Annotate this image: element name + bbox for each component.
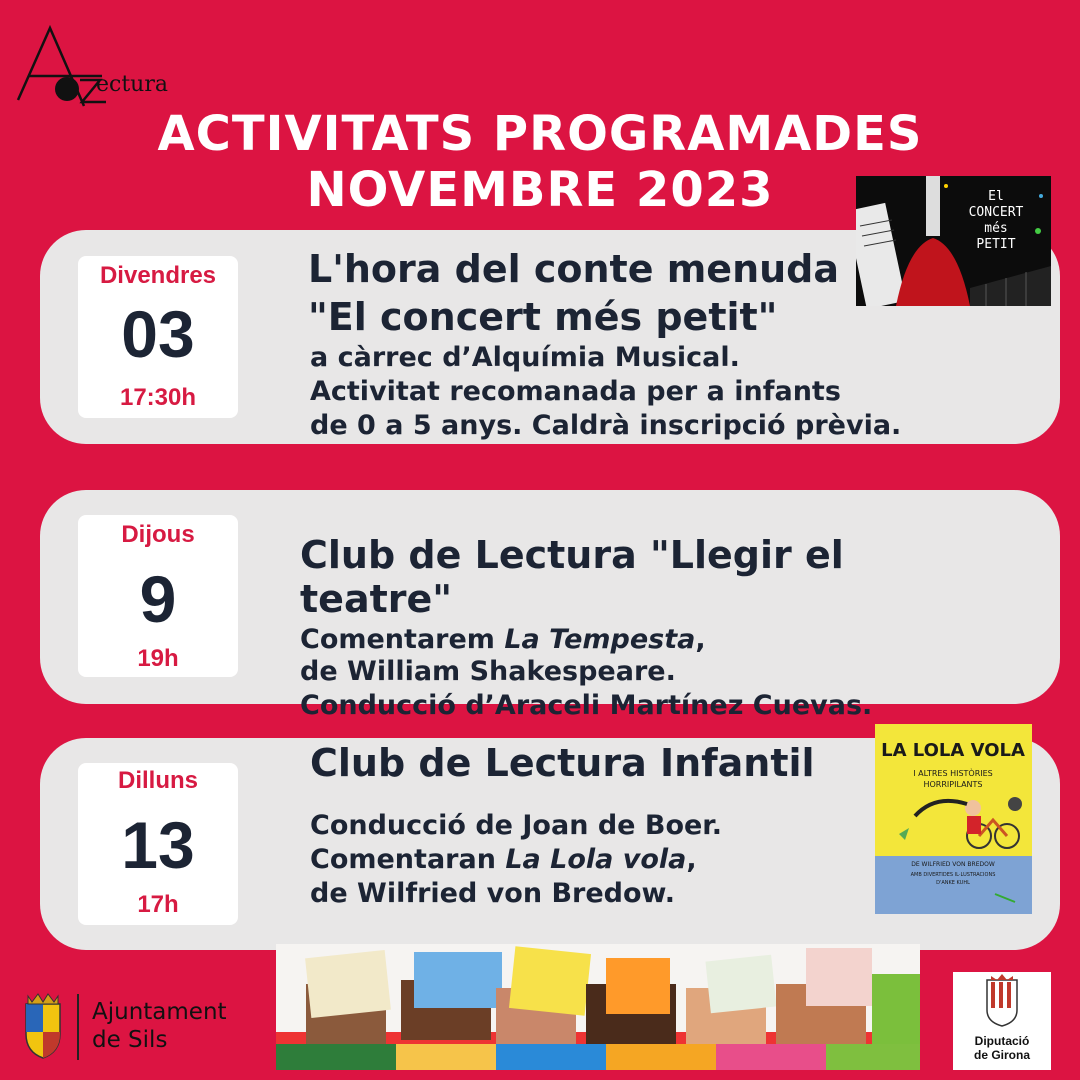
coat-of-arms-icon (20, 992, 90, 1062)
image-text: El (988, 189, 1004, 204)
book-cover (875, 724, 1032, 914)
logo-text: ectura (96, 72, 168, 97)
event-day: 13 (121, 808, 195, 882)
event-title-line: "El concert més petit" (308, 295, 778, 339)
book-cover-illustration (875, 724, 1032, 914)
book-author: DE WILFRIED VON BREDOW (911, 861, 995, 868)
concert-illustration (856, 176, 1051, 306)
event-title-line: Club de Lectura "Llegir el (300, 533, 844, 577)
image-text: PETIT (976, 237, 1016, 252)
kids-reading-photo (276, 944, 920, 1070)
event-title-line: teatre" (300, 577, 453, 621)
page-subtitle: NOVEMBRE 2023 (306, 162, 774, 218)
image-text: CONCERT (968, 205, 1024, 220)
event-weekday: Dilluns (117, 767, 198, 794)
diputacio-emblem-icon (953, 972, 1051, 1032)
diputacio-name: Diputació de Girona (973, 1034, 1030, 1062)
kids-reading-illustration (276, 944, 920, 1070)
diputacio-logo (953, 972, 1051, 1070)
event-title-line: Club de Lectura Infantil (310, 741, 815, 785)
event-day: 03 (121, 297, 195, 371)
event-desc-line: Conducció d’Araceli Martínez Cuevas. (300, 690, 873, 721)
event-day: 9 (139, 562, 177, 636)
event-desc-line: Comentaran La Lola vola, (310, 844, 697, 875)
event-desc-line: Activitat recomanada per a infants (310, 376, 841, 407)
image-text: més (984, 221, 1008, 236)
date-box-3 (78, 763, 238, 925)
event-desc-line: de William Shakespeare. (300, 656, 676, 687)
concert-image (856, 176, 1051, 306)
book-subtitle: I ALTRES HISTÒRIES (913, 769, 993, 778)
book-illustrator: AMB DIVERTIDES IL·LUSTRACIONS (910, 872, 996, 878)
event-time: 17h (137, 891, 179, 918)
event-desc-line: Comentarem La Tempesta, (300, 624, 706, 655)
ajuntament-name: Ajuntament de Sils (92, 999, 227, 1053)
event-weekday: Divendres (99, 262, 217, 289)
book-illustrator: D'ANKE KUHL (936, 880, 970, 886)
event-desc-line: de 0 a 5 anys. Caldrà inscripció prèvia. (310, 410, 902, 441)
event-weekday: Dijous (121, 521, 195, 548)
event-title-line: L'hora del conte menuda (308, 247, 840, 291)
event-desc-line: a càrrec d’Alquímia Musical. (310, 342, 740, 373)
book-title: LA LOLA VOLA (881, 740, 1025, 761)
book-subtitle: HORRIPILANTS (923, 780, 983, 789)
event-time: 19h (137, 645, 179, 672)
date-box-2 (78, 515, 238, 677)
event-desc-line: de Wilfried von Bredow. (310, 878, 676, 909)
event-desc-line: Conducció de Joan de Boer. (310, 810, 723, 841)
page-title: ACTIVITATS PROGRAMADES (157, 106, 923, 162)
event-time: 17:30h (119, 384, 197, 411)
date-box-1 (78, 256, 238, 418)
